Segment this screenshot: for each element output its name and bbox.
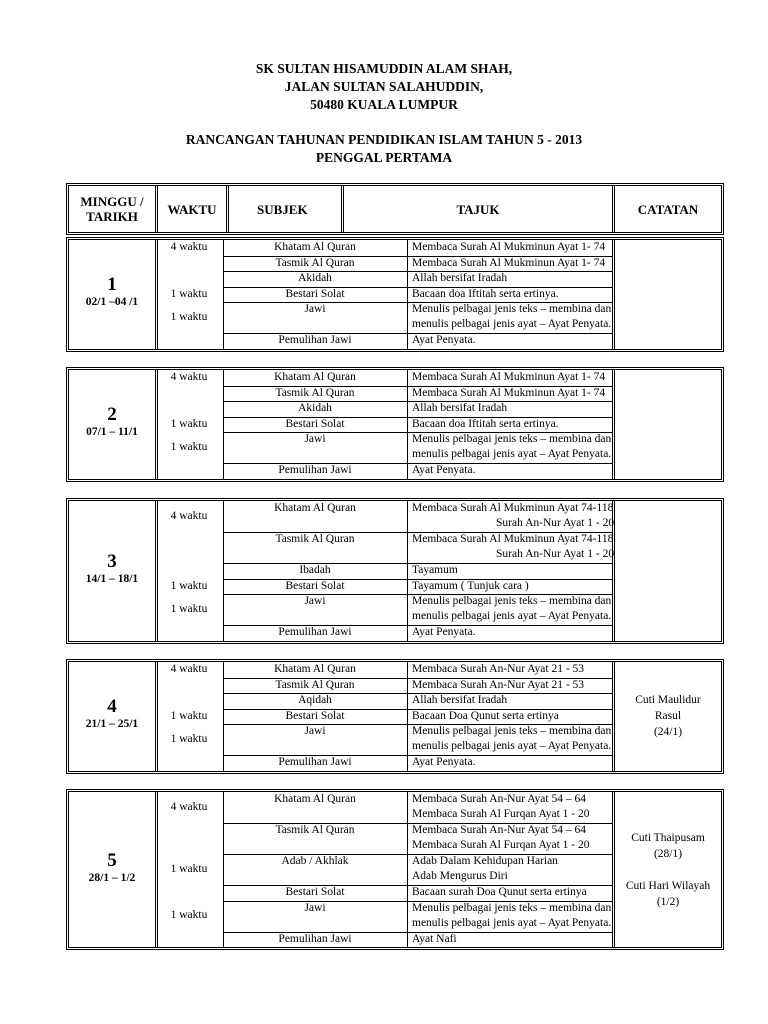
tajuk-line: Menulis pelbagai jenis teks – membina dan xyxy=(412,303,612,315)
week-block xyxy=(66,659,724,774)
week-block xyxy=(66,789,724,950)
subjek-cell: Pemulihan Jawi xyxy=(278,932,352,945)
subjek-cell: Khatam Al Quran xyxy=(274,663,356,675)
column-tajuk: TAJUK xyxy=(456,201,500,217)
catatan-line: Cuti Maulidur xyxy=(635,694,701,707)
tajuk-line: Bacaan doa Iftitah serta ertinya. xyxy=(412,417,559,430)
subjek-cell: Jawi xyxy=(304,725,326,737)
tajuk-line: menulis pelbagai jenis ayat – Ayat Penyata. xyxy=(412,448,612,460)
tajuk-cell xyxy=(412,432,612,462)
column-catatan: CATATAN xyxy=(637,201,699,217)
tajuk-line: Ayat Penyata. xyxy=(412,464,476,476)
tajuk-line: Membaca Surah Al Mukminun Ayat 1- 74 xyxy=(412,256,606,269)
school-header xyxy=(0,60,768,114)
column-tarikh-label: TARIKH xyxy=(86,209,138,224)
subjek-cell: Akidah xyxy=(298,272,332,284)
tajuk-cell xyxy=(412,287,608,302)
tajuk-line: Ayat Nafi xyxy=(412,932,457,945)
subjek-cell: Bestari Solat xyxy=(285,579,345,592)
week-number: 2 xyxy=(107,404,117,426)
tajuk-cell xyxy=(412,901,612,931)
school-name: SK SULTAN HISAMUDDIN ALAM SHAH, xyxy=(255,61,513,76)
tajuk-line: Membaca Surah Al Mukminun Ayat 74-118 xyxy=(412,533,614,545)
subjek-cell: Pemulihan Jawi xyxy=(278,464,352,476)
week-date: 02/1 –04 /1 xyxy=(85,296,139,309)
waktu-cell: 4 waktu xyxy=(170,241,208,253)
week-block xyxy=(66,367,724,482)
tajuk-cell xyxy=(412,625,608,640)
tajuk-line: Bacaan surah Doa Qunut serta ertinya xyxy=(412,886,587,898)
subjek-cell: Aqidah xyxy=(298,694,332,706)
week-number: 4 xyxy=(107,696,117,718)
tajuk-cell xyxy=(412,792,608,822)
week-number: 1 xyxy=(107,274,117,296)
tajuk-line: menulis pelbagai jenis ayat – Ayat Penyata. xyxy=(412,916,612,929)
tajuk-cell xyxy=(412,370,608,385)
subjek-cell: Tasmik Al Quran xyxy=(275,824,355,836)
subjek-cell: Bestari Solat xyxy=(285,417,345,430)
tajuk-line: Tayamum ( Tunjuk cara ) xyxy=(412,579,529,592)
subjek-cell: Jawi xyxy=(304,595,326,607)
table-column-header xyxy=(66,183,724,235)
tajuk-line: Ayat Penyata. xyxy=(412,756,476,768)
tajuk-line: menulis pelbagai jenis ayat – Ayat Penyata. xyxy=(412,610,612,622)
waktu-cell: 4 waktu xyxy=(170,800,208,813)
tajuk-line: Allah bersifat Iradah xyxy=(412,272,508,284)
subjek-cell: Tasmik Al Quran xyxy=(275,256,355,269)
tajuk-line: Menulis pelbagai jenis teks – membina dan xyxy=(412,901,612,914)
tajuk-cell xyxy=(412,501,615,531)
tajuk-cell xyxy=(412,532,615,562)
waktu-cell: 1 waktu xyxy=(170,732,208,745)
tajuk-line: Tayamum xyxy=(412,564,458,576)
column-minggu-label: MINGGU / xyxy=(80,194,144,209)
catatan-line: (28/1) xyxy=(653,847,683,860)
tajuk-line: Membaca Surah An-Nur Ayat 21 - 53 xyxy=(412,678,585,691)
week-number: 5 xyxy=(107,849,117,871)
catatan-line: Cuti Thaipusam xyxy=(631,831,705,844)
subjek-cell: Pemulihan Jawi xyxy=(278,756,352,768)
subjek-cell: Bestari Solat xyxy=(285,709,345,722)
tajuk-line: Membaca Surah Al Mukminun Ayat 1- 74 xyxy=(412,371,606,383)
waktu-cell: 4 waktu xyxy=(170,663,208,675)
subjek-cell: Tasmik Al Quran xyxy=(275,533,355,545)
catatan-line xyxy=(615,862,721,878)
waktu-cell: 1 waktu xyxy=(170,287,208,300)
catatan-line: Rasul xyxy=(654,710,682,723)
waktu-cell: 1 waktu xyxy=(170,709,208,722)
tajuk-line: Membaca Surah An-Nur Ayat 21 - 53 xyxy=(412,663,585,675)
waktu-cell: 4 waktu xyxy=(170,509,208,522)
tajuk-cell xyxy=(412,463,608,478)
subjek-cell: Khatam Al Quran xyxy=(274,241,356,253)
tajuk-line: menulis pelbagai jenis ayat – Ayat Penyata. xyxy=(412,318,612,330)
tajuk-line: Menulis pelbagai jenis teks – membina dan xyxy=(412,595,612,607)
catatan-line: Cuti Hari Wilayah xyxy=(625,879,711,892)
tajuk-line: Menulis pelbagai jenis teks – membina dan xyxy=(412,725,612,737)
subjek-cell: Tasmik Al Quran xyxy=(275,678,355,691)
waktu-cell: 1 waktu xyxy=(170,862,208,875)
column-subjek: SUBJEK xyxy=(257,201,308,217)
tajuk-line: Allah bersifat Iradah xyxy=(412,402,508,414)
tajuk-cell xyxy=(412,823,608,853)
column-waktu: WAKTU xyxy=(167,201,217,217)
tajuk-cell xyxy=(412,678,608,693)
week-date: 07/1 – 11/1 xyxy=(86,426,138,439)
week-date: 28/1 – 1/2 xyxy=(88,871,136,884)
subjek-cell: Jawi xyxy=(304,433,326,445)
week-date: 21/1 – 25/1 xyxy=(85,718,139,731)
subjek-cell: Pemulihan Jawi xyxy=(278,334,352,346)
tajuk-line: Membaca Surah Al Mukminun Ayat 74-118 xyxy=(412,502,614,514)
tajuk-cell xyxy=(412,271,608,286)
catatan-line: (1/2) xyxy=(656,895,680,908)
waktu-cell: 1 waktu xyxy=(170,417,208,430)
subjek-cell: Bestari Solat xyxy=(285,886,345,898)
tajuk-cell xyxy=(412,932,608,947)
waktu-cell: 4 waktu xyxy=(170,371,208,383)
subjek-cell: Khatam Al Quran xyxy=(274,371,356,383)
subjek-cell: Ibadah xyxy=(299,564,331,576)
tajuk-line: Adab Mengurus Diri xyxy=(412,870,508,882)
tajuk-cell xyxy=(412,417,608,432)
tajuk-cell xyxy=(412,563,608,578)
waktu-cell: 1 waktu xyxy=(170,909,208,922)
catatan-line: (24/1) xyxy=(653,726,683,739)
tajuk-line: Ayat Penyata. xyxy=(412,626,476,638)
week-block xyxy=(66,498,724,644)
tajuk-cell xyxy=(412,709,608,724)
tajuk-cell xyxy=(412,240,608,255)
tajuk-line: Membaca Surah An-Nur Ayat 54 – 64 xyxy=(412,824,586,836)
tajuk-cell xyxy=(412,724,612,754)
catatan-cell xyxy=(615,692,721,740)
plan-header xyxy=(0,131,768,167)
subjek-cell: Adab / Akhlak xyxy=(281,855,349,867)
tajuk-line: Bacaan doa Iftitah serta ertinya. xyxy=(412,287,559,300)
waktu-cell: 1 waktu xyxy=(170,579,208,592)
tajuk-cell xyxy=(412,662,608,677)
subjek-cell: Pemulihan Jawi xyxy=(278,626,352,638)
tajuk-line: Menulis pelbagai jenis teks – membina dan xyxy=(412,433,612,445)
subjek-cell: Tasmik Al Quran xyxy=(275,386,355,399)
tajuk-line: Bacaan Doa Qunut serta ertinya xyxy=(412,709,559,722)
term-title: PENGGAL PERTAMA xyxy=(315,150,453,165)
tajuk-line: Membaca Surah Al Mukminun Ayat 1- 74 xyxy=(412,386,606,399)
tajuk-line: Surah An-Nur Ayat 1 - 20 xyxy=(496,517,615,529)
tajuk-line: Allah bersifat Iradah xyxy=(412,694,508,706)
subjek-cell: Khatam Al Quran xyxy=(274,793,356,805)
tajuk-line: Ayat Penyata. xyxy=(412,334,476,346)
week-number: 3 xyxy=(107,550,117,572)
tajuk-cell xyxy=(412,693,608,708)
tajuk-cell xyxy=(412,594,612,624)
catatan-cell xyxy=(615,830,721,910)
tajuk-cell xyxy=(412,885,608,900)
tajuk-line: Surah An-Nur Ayat 1 - 20 xyxy=(496,548,615,560)
tajuk-line: Membaca Surah An-Nur Ayat 54 – 64 xyxy=(412,793,586,805)
school-street: JALAN SULTAN SALAHUDDIN, xyxy=(284,79,484,94)
school-city: 50480 KUALA LUMPUR xyxy=(310,97,458,112)
tajuk-line: Adab Dalam Kehidupan Harian xyxy=(412,855,558,867)
tajuk-cell xyxy=(412,854,608,884)
subjek-cell: Akidah xyxy=(298,402,332,414)
tajuk-cell xyxy=(412,256,608,271)
tajuk-line: Membaca Surah Al Mukminun Ayat 1- 74 xyxy=(412,241,606,253)
week-block xyxy=(66,237,724,352)
tajuk-cell xyxy=(412,386,608,401)
subjek-cell: Khatam Al Quran xyxy=(274,502,356,514)
subjek-cell: Jawi xyxy=(304,303,326,315)
waktu-cell: 1 waktu xyxy=(170,310,208,323)
tajuk-cell xyxy=(412,302,612,332)
tajuk-cell xyxy=(412,755,608,770)
waktu-cell: 1 waktu xyxy=(170,602,208,615)
waktu-cell: 1 waktu xyxy=(170,440,208,453)
subjek-cell: Jawi xyxy=(304,901,326,914)
tajuk-line: menulis pelbagai jenis ayat – Ayat Penyata. xyxy=(412,740,612,752)
column-minggu-tarikh xyxy=(69,186,155,232)
subjek-cell: Bestari Solat xyxy=(285,287,345,300)
tajuk-cell xyxy=(412,333,608,348)
tajuk-line: Membaca Surah Al Furqan Ayat 1 - 20 xyxy=(412,839,590,851)
plan-title: RANCANGAN TAHUNAN PENDIDIKAN ISLAM TAHUN 5 - 2013 xyxy=(185,132,583,147)
tajuk-cell xyxy=(412,579,608,594)
tajuk-line: Membaca Surah Al Furqan Ayat 1 - 20 xyxy=(412,808,590,820)
tajuk-cell xyxy=(412,401,608,416)
week-date: 14/1 – 18/1 xyxy=(85,572,139,585)
